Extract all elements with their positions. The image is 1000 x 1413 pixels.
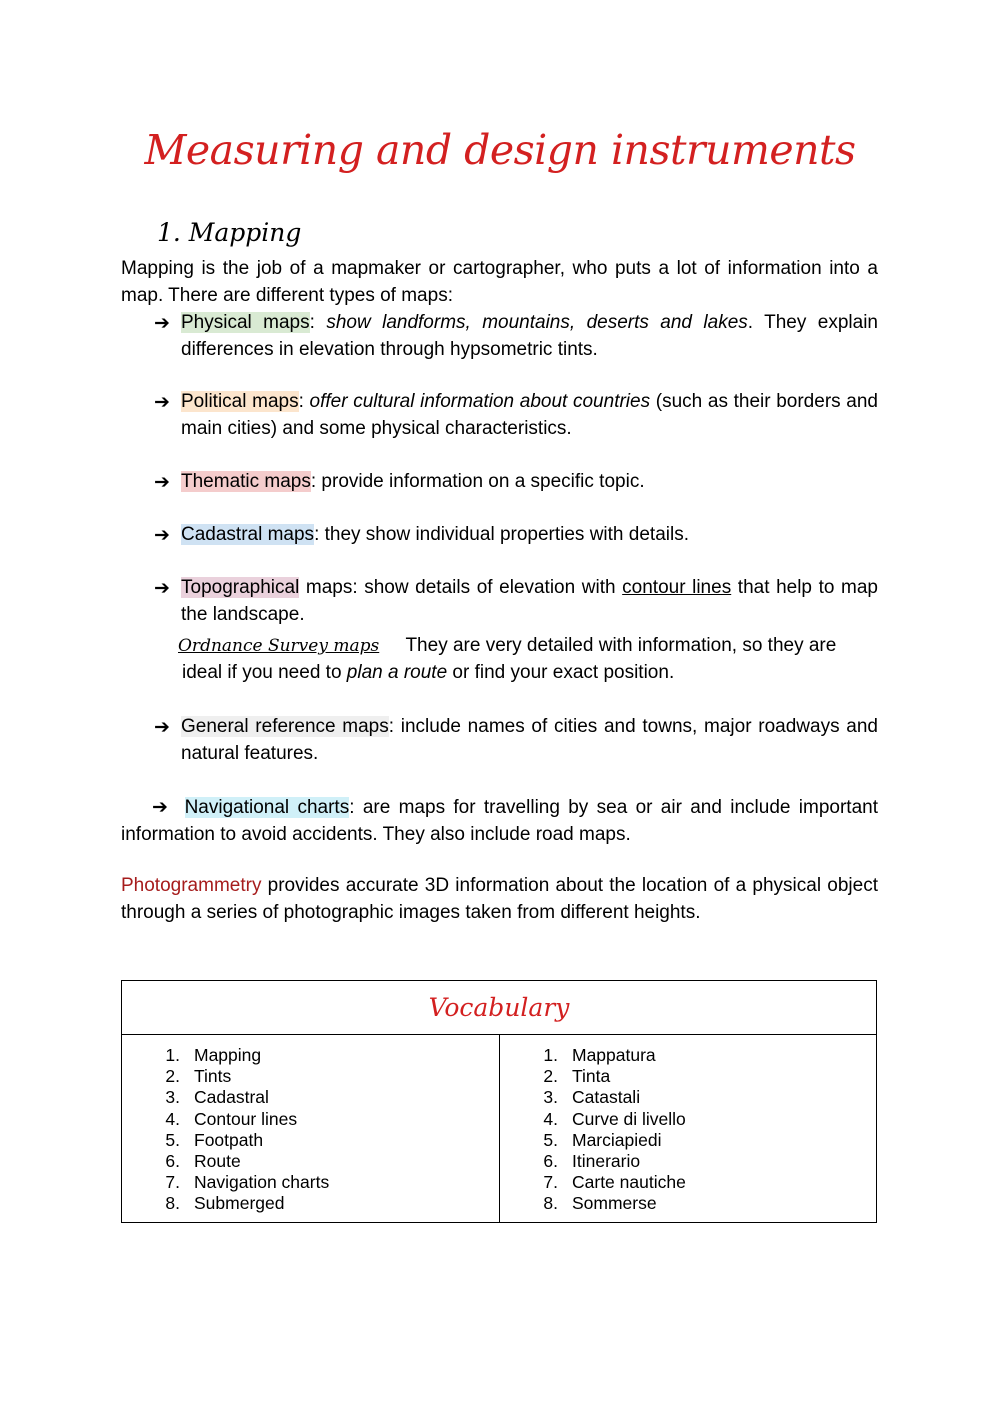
arrow-icon: ➔ bbox=[154, 471, 170, 493]
physical-maps-text: . They explain differences in elevation through hypsometric tints. bbox=[181, 312, 878, 360]
vocabulary-title: Vocabulary bbox=[428, 993, 570, 1022]
topographical-text-2: that help to map the landscape. bbox=[181, 577, 878, 625]
list-item: 3. Catastali bbox=[543, 1087, 641, 1108]
term-general-reference-maps: General reference maps bbox=[181, 716, 389, 737]
list-item-cadastral-maps bbox=[121, 522, 878, 549]
term-physical-maps: Physical maps bbox=[181, 312, 310, 333]
separator: : bbox=[298, 391, 310, 412]
term-political-maps: Political maps bbox=[181, 391, 299, 412]
italian-word: Sommerse bbox=[572, 1193, 657, 1214]
italian-word: Curve di livello bbox=[572, 1108, 686, 1129]
arrow-icon: ➔ bbox=[152, 796, 168, 818]
list-item: 6. Itinerario bbox=[543, 1151, 641, 1172]
english-word: Route bbox=[194, 1151, 241, 1172]
list-item-thematic-maps bbox=[121, 469, 878, 496]
ordnance-survey-label: Ordnance Survey maps bbox=[178, 636, 380, 656]
list-item: 2. Tints bbox=[165, 1066, 232, 1087]
ordnance-survey-text-1: They are very detailed with information, so they are bbox=[405, 635, 837, 656]
arrow-icon: ➔ bbox=[154, 577, 170, 599]
english-word: Footpath bbox=[194, 1129, 264, 1150]
topographical-text-1: maps: show details of elevation with bbox=[299, 577, 623, 598]
english-word: Submerged bbox=[194, 1193, 285, 1214]
italian-word-list bbox=[528, 1045, 686, 1215]
section-heading: 1. Mapping bbox=[157, 218, 302, 247]
list-item: 7. Carte nautiche bbox=[543, 1172, 686, 1193]
term-cadastral-maps: Cadastral maps bbox=[181, 524, 315, 545]
italian-word: Itinerario bbox=[572, 1151, 641, 1172]
list-item: 1. Mappatura bbox=[543, 1045, 656, 1065]
list-item: 8. Sommerse bbox=[543, 1193, 657, 1214]
term-thematic-maps: Thematic maps bbox=[181, 471, 311, 492]
list-item: 6. Route bbox=[165, 1151, 241, 1172]
arrow-icon: ➔ bbox=[154, 312, 170, 334]
italian-word: Mappatura bbox=[572, 1045, 656, 1065]
political-maps-italic: offer cultural information about countries bbox=[309, 391, 651, 412]
arrow-icon: ➔ bbox=[154, 524, 170, 546]
list-item: 2. Tinta bbox=[543, 1066, 611, 1087]
term-photogrammetry: Photogrammetry bbox=[121, 875, 262, 896]
italian-word: Marciapiedi bbox=[572, 1129, 662, 1150]
list-item: 1. Mapping bbox=[165, 1045, 262, 1065]
list-item-topographical-maps bbox=[121, 575, 878, 628]
vocabulary-header bbox=[122, 981, 876, 1035]
italian-word: Catastali bbox=[572, 1087, 641, 1108]
vocabulary-italian-column bbox=[500, 1035, 876, 1223]
photogrammetry-text: provides accurate 3D information about the location of a physical object through a series of photographic images taken from different heights. bbox=[121, 875, 878, 923]
english-word: Tints bbox=[194, 1066, 232, 1087]
english-word: Contour lines bbox=[194, 1108, 298, 1129]
arrow-icon: ➔ bbox=[154, 716, 170, 738]
term-topographical: Topographical bbox=[181, 577, 300, 598]
cadastral-maps-text: : they show individual properties with details. bbox=[314, 524, 689, 545]
list-item: 8. Submerged bbox=[165, 1193, 285, 1214]
term-navigational-charts: Navigational charts bbox=[184, 797, 350, 818]
ordnance-survey-text-2a: ideal if you need to bbox=[182, 661, 347, 683]
political-maps-text: (such as their borders and main cities) and some physical characteristics. bbox=[181, 391, 879, 439]
physical-maps-italic: show landforms, mountains, deserts and lakes bbox=[326, 312, 748, 333]
thematic-maps-text: : provide information on a specific topic. bbox=[310, 471, 645, 492]
intro-paragraph bbox=[121, 256, 878, 309]
english-word: Mapping bbox=[194, 1045, 262, 1065]
english-word-list bbox=[150, 1045, 329, 1215]
list-item: 5. Marciapiedi bbox=[543, 1129, 662, 1150]
ordnance-survey-note bbox=[121, 633, 878, 686]
arrow-icon: ➔ bbox=[154, 391, 170, 413]
list-item-political-maps bbox=[121, 389, 878, 442]
list-item-physical-maps bbox=[121, 310, 878, 363]
list-item: 4. Contour lines bbox=[165, 1108, 298, 1129]
english-word: Cadastral bbox=[194, 1087, 269, 1108]
plan-a-route-italic: plan a route bbox=[346, 661, 448, 683]
intro-text: Mapping is the job of a mapmaker or cartographer, who puts a lot of information into a map. There are different types of maps: bbox=[121, 258, 878, 306]
list-item: 7. Navigation charts bbox=[165, 1172, 330, 1193]
list-item-general-reference-maps bbox=[121, 714, 878, 767]
ordnance-survey-text-2b: or find your exact position. bbox=[447, 661, 675, 683]
general-reference-maps-text: : include names of cities and towns, major roadways and natural features. bbox=[181, 716, 878, 764]
list-item: 4. Curve di livello bbox=[543, 1108, 686, 1129]
separator: : bbox=[309, 312, 327, 333]
list-item: 3. Cadastral bbox=[165, 1087, 269, 1108]
vocabulary-english-column bbox=[122, 1035, 500, 1223]
english-word: Navigation charts bbox=[194, 1172, 330, 1193]
navigational-charts-text: : are maps for travelling by sea or air and include important information to avoid accidents. They also include road maps. bbox=[121, 797, 878, 845]
italian-word: Carte nautiche bbox=[572, 1172, 686, 1193]
contour-lines-underlined: contour lines bbox=[622, 577, 732, 598]
list-item-navigational-charts bbox=[121, 794, 878, 848]
list-item: 5. Footpath bbox=[165, 1129, 264, 1150]
vocabulary-table bbox=[121, 980, 877, 1223]
document-title: Measuring and design instruments bbox=[144, 126, 856, 174]
photogrammetry-paragraph bbox=[121, 873, 878, 926]
italian-word: Tinta bbox=[572, 1066, 611, 1087]
